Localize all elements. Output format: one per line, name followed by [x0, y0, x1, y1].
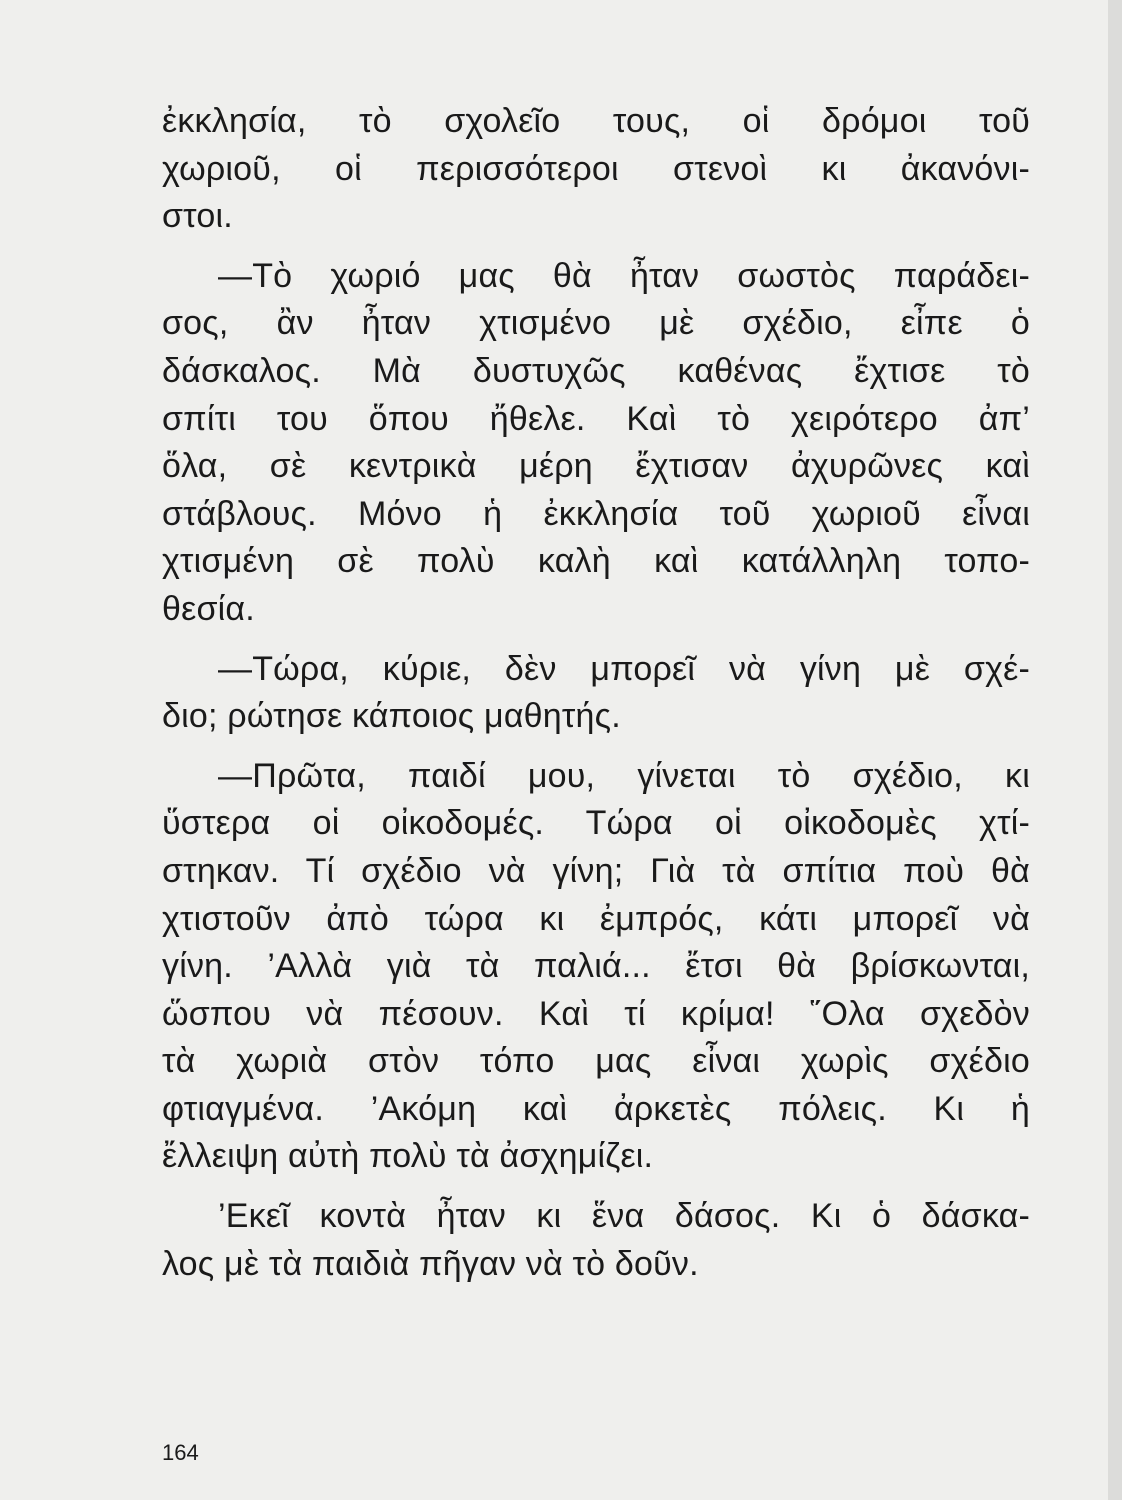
text-line: διο; ρώτησε κάποιος μαθητής.	[162, 697, 621, 736]
text-line: φτιαγμένα. ’Ακόμη καὶ ἀρκετὲς πόλεις. Κι ἡ	[162, 1089, 1030, 1128]
paragraph	[162, 1193, 1030, 1288]
text-line: θεσία.	[162, 589, 255, 628]
text-line: ὥσπου νὰ πέσουν. Καὶ τί κρίμα! ῞Ολα σχεδὸν	[162, 994, 1030, 1033]
text-line: —Τώρα, κύριε, δὲν μπορεῖ νὰ γίνη μὲ σχέ-	[218, 649, 1030, 688]
page-text	[162, 98, 1030, 1288]
text-line: στοι.	[162, 197, 233, 236]
text-line: γίνη. ’Αλλὰ γιὰ τὰ παλιά... ἔτσι θὰ βρίσκωνται,	[162, 947, 1030, 986]
page-number: 164	[162, 1440, 199, 1465]
text-line: σος, ἂν ἦταν χτισμένο μὲ σχέδιο, εἶπε ὁ	[162, 304, 1030, 343]
text-line: ἔλλειψη αὐτὴ πολὺ τὰ ἀσχημίζει.	[162, 1137, 654, 1176]
text-line: στάβλους. Μόνο ἡ ἐκκλησία τοῦ χωριοῦ εἶναι	[162, 494, 1030, 533]
text-line: ’Εκεῖ κοντὰ ἦταν κι ἕνα δάσος. Κι ὁ δάσκα-	[218, 1197, 1030, 1236]
text-line: σπίτι του ὅπου ἤθελε. Καὶ τὸ χειρότερο ἀπ’	[162, 399, 1030, 438]
text-line: δάσκαλος. Μὰ δυστυχῶς καθένας ἔχτισε τὸ	[162, 351, 1030, 390]
paragraph	[162, 753, 1030, 1181]
page-edge	[1108, 0, 1122, 1500]
paragraph	[162, 98, 1030, 241]
text-line: ἐκκλησία, τὸ σχολεῖο τους, οἱ δρόμοι τοῦ	[162, 102, 1030, 140]
text-line: ὅλα, σὲ κεντρικὰ μέρη ἔχτισαν ἀχυρῶνες καὶ	[162, 447, 1030, 486]
text-line: λος μὲ τὰ παιδιὰ πῆγαν νὰ τὸ δοῦν.	[162, 1244, 699, 1283]
text-line: —Τὸ χωριό μας θὰ ἦταν σωστὸς παράδει-	[218, 256, 1030, 295]
text-line: —Πρῶτα, παιδί μου, γίνεται τὸ σχέδιο, κι	[218, 756, 1030, 795]
text-line: χτισμένη σὲ πολὺ καλὴ καὶ κατάλληλη τοπο-	[162, 542, 1030, 581]
text-line: χωριοῦ, οἱ περισσότεροι στενοὶ κι ἀκανόνι-	[162, 149, 1030, 188]
text-line: στηκαν. Τί σχέδιο νὰ γίνη; Γιὰ τὰ σπίτια ποὺ θὰ	[162, 851, 1030, 890]
paragraph	[162, 646, 1030, 741]
text-line: τὰ χωριὰ στὸν τόπο μας εἶναι χωρὶς σχέδιο	[162, 1042, 1030, 1081]
text-line: ὕστερα οἱ οἰκοδομές. Τώρα οἱ οἰκοδομὲς χτί-	[162, 804, 1030, 843]
text-line: χτιστοῦν ἀπὸ τώρα κι ἐμπρός, κάτι μπορεῖ νὰ	[162, 899, 1030, 938]
paragraph	[162, 253, 1030, 634]
